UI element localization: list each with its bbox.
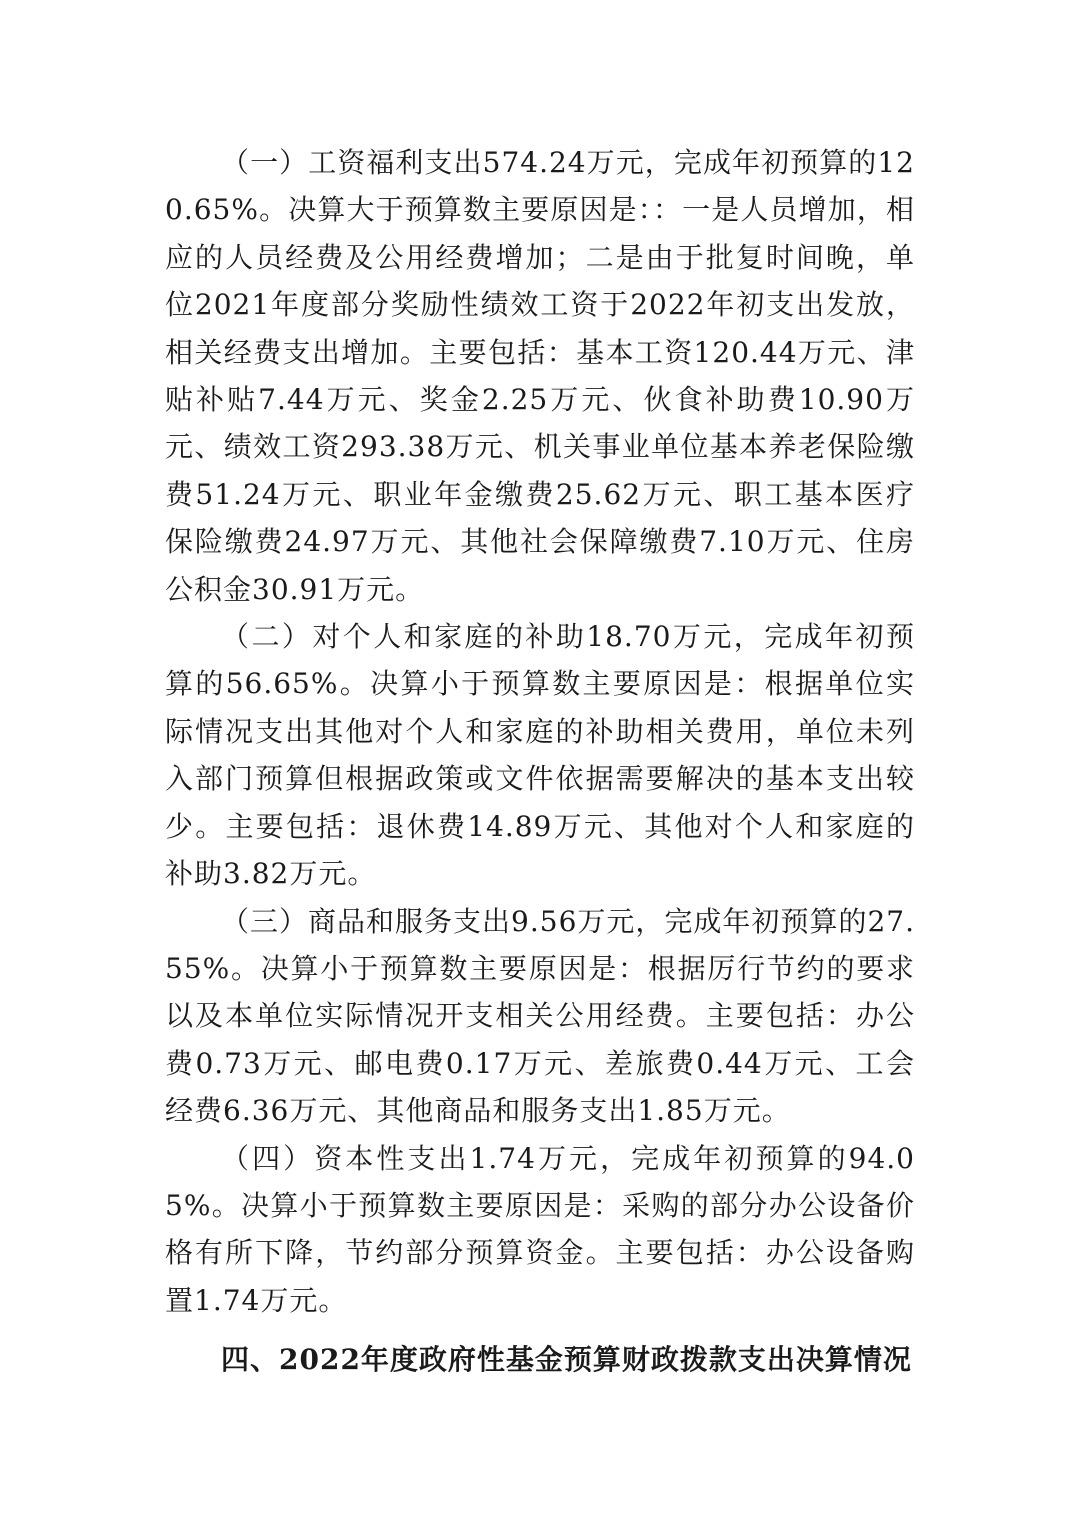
paragraph-wage-welfare: （一）工资福利支出574.24万元，完成年初预算的120.65%。决算大于预算数主要原因是：：一是人员增加，相应的人员经费及公用经费增加；二是由于批复时间晚，单位2021年度部分奖励性绩效工资于2022年初支出发放，相关经费支出增加。主要包括：基本工资120.44万元、津贴补贴7.44万元、奖金2.25万元、伙食补助费10.90万元、绩效工资293.38万元、机关事业单位基本养老保险缴费51.24万元、职业年金缴费25.62万元、职工基本医疗保险缴费24.97万元、其他社会保障缴费7.10万元、住房公积金30.91万元。 <box>165 146 915 606</box>
paragraph-household-subsidy: （二）对个人和家庭的补助18.70万元，完成年初预算的56.65%。决算小于预算数主要原因是：根据单位实际情况支出其他对个人和家庭的补助相关费用，单位未列入部门预算但根据政策或文件依据需要解决的基本支出较少。主要包括：退休费14.89万元、其他对个人和家庭的补助3.82万元。 <box>165 620 915 891</box>
section-heading: 四、2022年度政府性基金预算财政拨款支出决算情况 <box>221 1343 912 1377</box>
paragraph-goods-services: （三）商品和服务支出9.56万元，完成年初预算的27.55%。决算小于预算数主要原因是：根据厉行节约的要求以及本单位实际情况开支相关公用经费。主要包括：办公费0.73万元、邮电费0.17万元、差旅费0.44万元、工会经费6.36万元、其他商品和服务支出1.85万元。 <box>165 904 915 1128</box>
paragraph-capital-expenditure: （四）资本性支出1.74万元，完成年初预算的94.05%。决算小于预算数主要原因是：采购的部分办公设备价格有所下降，节约部分预算资金。主要包括：办公设备购置1.74万元。 <box>165 1141 915 1317</box>
document-body <box>165 139 915 1384</box>
